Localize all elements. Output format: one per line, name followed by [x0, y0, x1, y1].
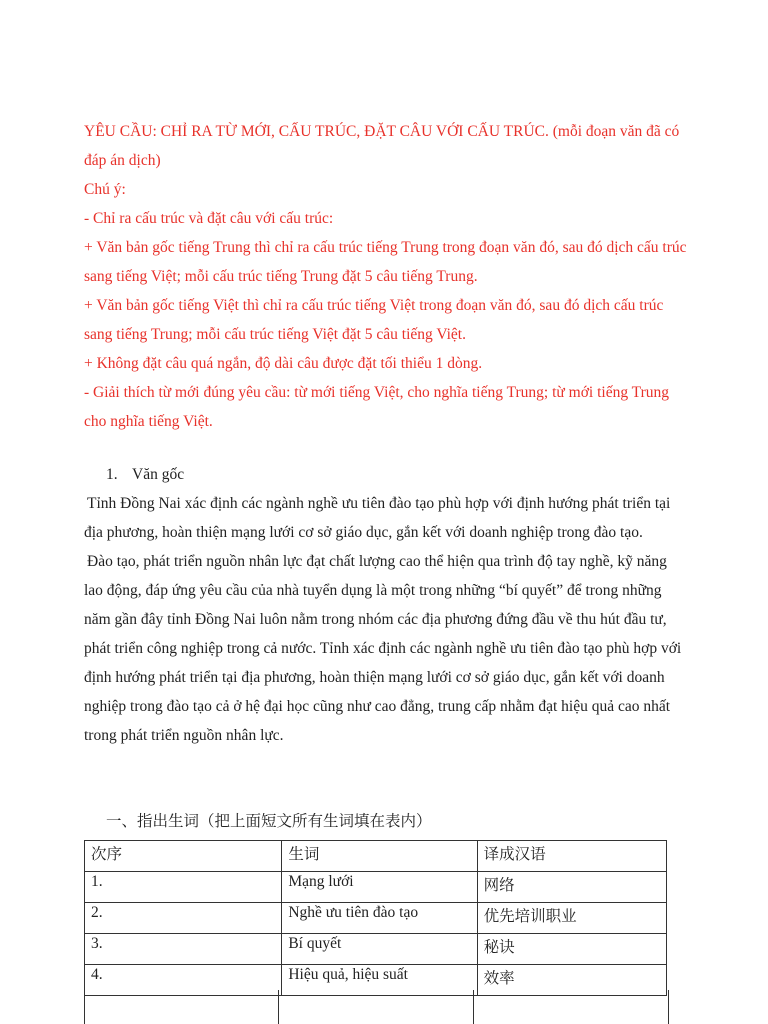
table-row	[85, 872, 667, 903]
table-cell: 2.	[85, 903, 282, 934]
table-cell: Bí quyết	[282, 934, 477, 965]
table-cell: 效率	[477, 965, 666, 996]
table-row	[85, 903, 667, 934]
header-cell: 生词	[282, 841, 477, 872]
table-cell: Mạng lưới	[282, 872, 477, 903]
source-number: 1.	[106, 466, 118, 483]
table-cell: 秘诀	[477, 934, 666, 965]
column-divider	[473, 990, 474, 1024]
table-continuation	[84, 990, 669, 1024]
requirement-line: YÊU CẦU: CHỈ RA TỪ MỚI, CẤU TRÚC, ĐẶT CÂU VỚI CẤU TRÚC. (mỗi đoạn văn đã có đáp án dịch)	[84, 123, 680, 169]
column-divider	[278, 990, 279, 1024]
table-cell: 3.	[85, 934, 282, 965]
table-cell: 优先培训职业	[477, 903, 666, 934]
table-cell: Hiệu quả, hiệu suất	[282, 965, 477, 996]
table-row	[85, 934, 667, 965]
table-cell: 1.	[85, 872, 282, 903]
source-text-section	[84, 460, 688, 750]
source-heading	[84, 460, 688, 489]
header-cell: 译成汉语	[477, 841, 666, 872]
instruction-item: + Văn bản gốc tiếng Trung thì chỉ ra cấu trúc tiếng Trung trong đoạn văn đó, sau đó dịch cấu trúc sang tiếng Việt; mỗi cấu trúc tiếng Trung đặt 5 câu tiếng Trung.	[84, 239, 687, 285]
instruction-item: - Giải thích từ mới đúng yêu cầu: từ mới tiếng Việt, cho nghĩa tiếng Trung; từ mới tiếng Trung cho nghĩa tiếng Việt.	[84, 384, 670, 430]
table-header-row	[85, 841, 667, 872]
source-paragraph: Tỉnh Đồng Nai xác định các ngành nghề ưu tiên đào tạo phù hợp với định hướng phát triển tại địa phương, hoàn thiện mạng lưới cơ sở giáo dục, gắn kết với doanh nghiệp trong đào tạo.	[84, 495, 671, 541]
table-cell: Nghề ưu tiên đào tạo	[282, 903, 477, 934]
source-heading-label: Văn gốc	[132, 466, 185, 483]
source-paragraph: Đào tạo, phát triển nguồn nhân lực đạt chất lượng cao thể hiện qua trình độ tay nghề, kỹ năng lao động, đáp ứng yêu cầu của nhà tuyển dụng là một trong những “bí quyết” để trong những năm gần đây tỉnh Đồng Nai luôn nằm trong nhóm các địa phương đứng đầu về thu hút đầu tư, phát triển công nghiệp trong cả nước. Tỉnh xác định các ngành nghề ưu tiên đào tạo phù hợp với định hướng phát triển tại địa phương, hoàn thiện mạng lưới cơ sở giáo dục, gắn kết với doanh nghiệp trong đào tạo cả ở hệ đại học cũng như cao đẳng, trung cấp nhằm đạt hiệu quả cao nhất trong phát triển nguồn nhân lực.	[84, 553, 682, 744]
instructions-block	[84, 117, 688, 436]
header-cell: 次序	[85, 841, 282, 872]
instruction-item: + Không đặt câu quá ngắn, độ dài câu được đặt tối thiểu 1 dòng.	[84, 355, 483, 372]
vocab-heading: 一、指出生词（把上面短文所有生词填在表内）	[106, 813, 432, 830]
note-label: Chú ý:	[84, 181, 126, 198]
table-cell: 网络	[477, 872, 666, 903]
table-cell: 4.	[85, 965, 282, 996]
vocab-table	[84, 840, 667, 996]
instruction-item: - Chỉ ra cấu trúc và đặt câu với cấu trúc:	[84, 210, 334, 227]
instruction-item: + Văn bản gốc tiếng Việt thì chỉ ra cấu trúc tiếng Việt trong đoạn văn đó, sau đó dịch cấu trúc sang tiếng Trung; mỗi cấu trúc tiếng Việt đặt 5 câu tiếng Việt.	[84, 297, 664, 343]
